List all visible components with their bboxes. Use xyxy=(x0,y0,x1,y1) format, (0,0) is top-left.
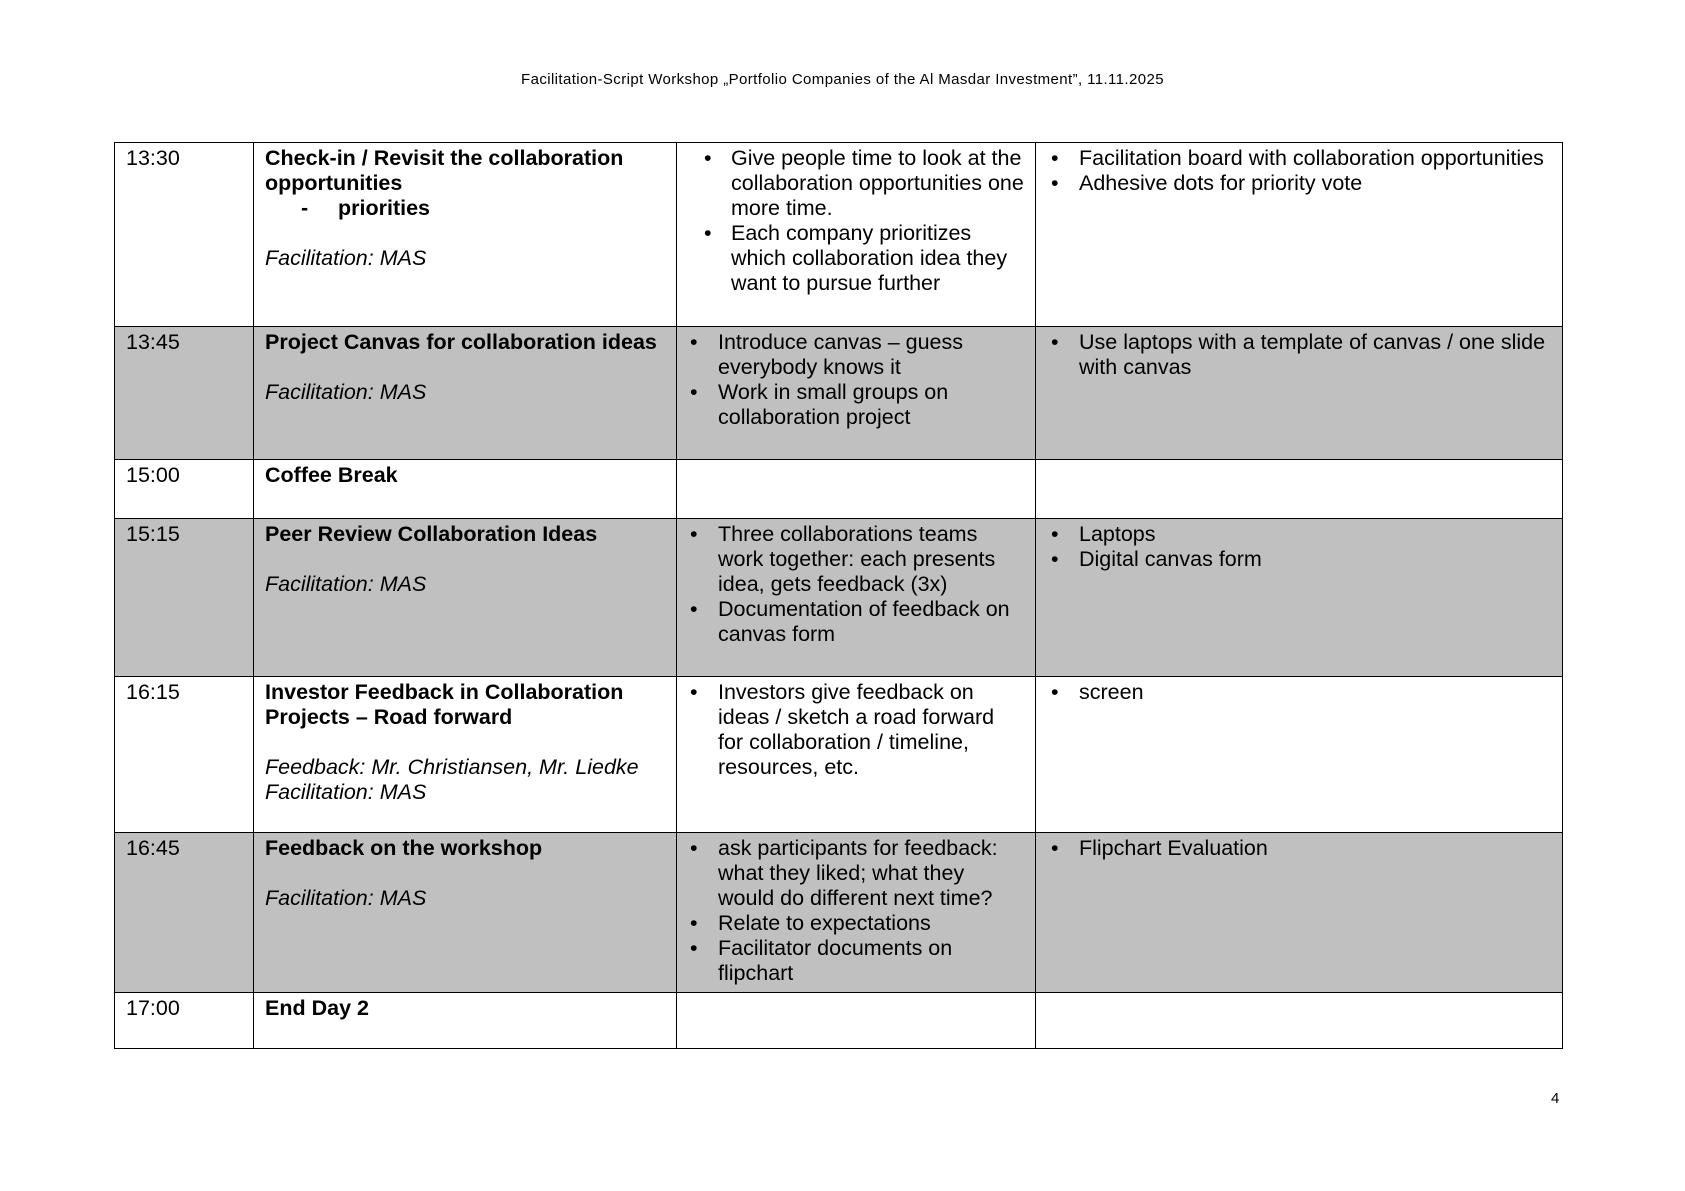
facilitation-note: Facilitation: MAS xyxy=(265,886,427,910)
material-list xyxy=(1047,522,1551,572)
list-item: • Flipchart Evaluation xyxy=(1047,836,1551,861)
list-item: • Each company prioritizes which collaboration idea they want to pursue further xyxy=(688,221,1024,296)
table-row xyxy=(115,677,1563,833)
material-cell xyxy=(1036,519,1563,677)
session-cell xyxy=(254,143,677,327)
material-list xyxy=(1047,330,1551,380)
list-item: • Digital canvas form xyxy=(1047,547,1551,572)
material-cell xyxy=(1036,460,1563,519)
list-item: • screen xyxy=(1047,680,1551,705)
list-item: • Laptops xyxy=(1047,522,1551,547)
session-cell xyxy=(254,460,677,519)
list-item: • Facilitator documents on flipchart xyxy=(688,936,1024,986)
method-list xyxy=(688,680,1024,780)
time-cell: 13:45 xyxy=(115,327,254,460)
method-cell xyxy=(677,327,1036,460)
table-row xyxy=(115,519,1563,677)
method-list xyxy=(688,836,1024,986)
list-item: • Three collaborations teams work together: each presents idea, gets feedback (3x) xyxy=(688,522,1024,597)
material-list xyxy=(1047,146,1551,196)
material-list xyxy=(1047,680,1551,705)
method-cell xyxy=(677,519,1036,677)
facilitation-note: Facilitation: MAS xyxy=(265,780,427,804)
list-item: • Adhesive dots for priority vote xyxy=(1047,171,1551,196)
list-item: • Introduce canvas – guess everybody knows it xyxy=(688,330,1024,380)
material-cell xyxy=(1036,327,1563,460)
session-title: Investor Feedback in Collaboration Projects – Road forward xyxy=(265,680,624,729)
list-item: • Investors give feedback on ideas / sketch a road forward for collaboration / timeline, resources, etc. xyxy=(688,680,1024,780)
method-list xyxy=(688,522,1024,647)
table-row xyxy=(115,460,1563,519)
session-cell xyxy=(254,677,677,833)
list-item: • Relate to expectations xyxy=(688,911,1024,936)
list-item: • Documentation of feedback on canvas form xyxy=(688,597,1024,647)
session-title: Check-in / Revisit the collaboration opportunities xyxy=(265,146,624,195)
time-cell: 13:30 xyxy=(115,143,254,327)
feedback-note: Feedback: Mr. Christiansen, Mr. Liedke xyxy=(265,755,639,779)
method-list xyxy=(688,146,1024,296)
session-title: Coffee Break xyxy=(265,463,398,487)
page-header: Facilitation-Script Workshop „Portfolio Companies of the Al Masdar Investment”, 11.11.2025 xyxy=(521,71,1164,88)
time-cell: 16:15 xyxy=(115,677,254,833)
schedule-table xyxy=(114,142,1563,1049)
list-item: • Facilitation board with collaboration opportunities xyxy=(1047,146,1551,171)
list-item: • Work in small groups on collaboration project xyxy=(688,380,1024,430)
table-row xyxy=(115,327,1563,460)
session-title: End Day 2 xyxy=(265,996,369,1020)
time-cell: 17:00 xyxy=(115,993,254,1049)
method-cell xyxy=(677,993,1036,1049)
method-cell xyxy=(677,833,1036,993)
facilitation-note: Facilitation: MAS xyxy=(265,246,427,270)
table-row xyxy=(115,833,1563,993)
facilitation-note: Facilitation: MAS xyxy=(265,572,427,596)
method-list xyxy=(688,330,1024,430)
page-number: 4 xyxy=(1551,1090,1560,1107)
list-item: • ask participants for feedback: what they liked; what they would do different next time? xyxy=(688,836,1024,911)
sub-item: - priorities xyxy=(301,196,430,220)
time-cell: 15:15 xyxy=(115,519,254,677)
list-item: • Use laptops with a template of canvas / one slide with canvas xyxy=(1047,330,1551,380)
time-cell: 16:45 xyxy=(115,833,254,993)
session-cell xyxy=(254,993,677,1049)
session-cell xyxy=(254,327,677,460)
session-title: Peer Review Collaboration Ideas xyxy=(265,522,598,546)
session-title: Project Canvas for collaboration ideas xyxy=(265,330,657,354)
table-row xyxy=(115,143,1563,327)
method-cell xyxy=(677,677,1036,833)
session-title: Feedback on the workshop xyxy=(265,836,543,860)
session-cell xyxy=(254,833,677,993)
method-cell xyxy=(677,143,1036,327)
method-cell xyxy=(677,460,1036,519)
table-row xyxy=(115,993,1563,1049)
material-list xyxy=(1047,836,1551,861)
sub-item-label: priorities xyxy=(338,196,430,220)
facilitation-note: Facilitation: MAS xyxy=(265,380,427,404)
material-cell xyxy=(1036,677,1563,833)
material-cell xyxy=(1036,143,1563,327)
session-cell xyxy=(254,519,677,677)
material-cell xyxy=(1036,993,1563,1049)
time-cell: 15:00 xyxy=(115,460,254,519)
material-cell xyxy=(1036,833,1563,993)
list-item: • Give people time to look at the collaboration opportunities one more time. xyxy=(688,146,1024,221)
